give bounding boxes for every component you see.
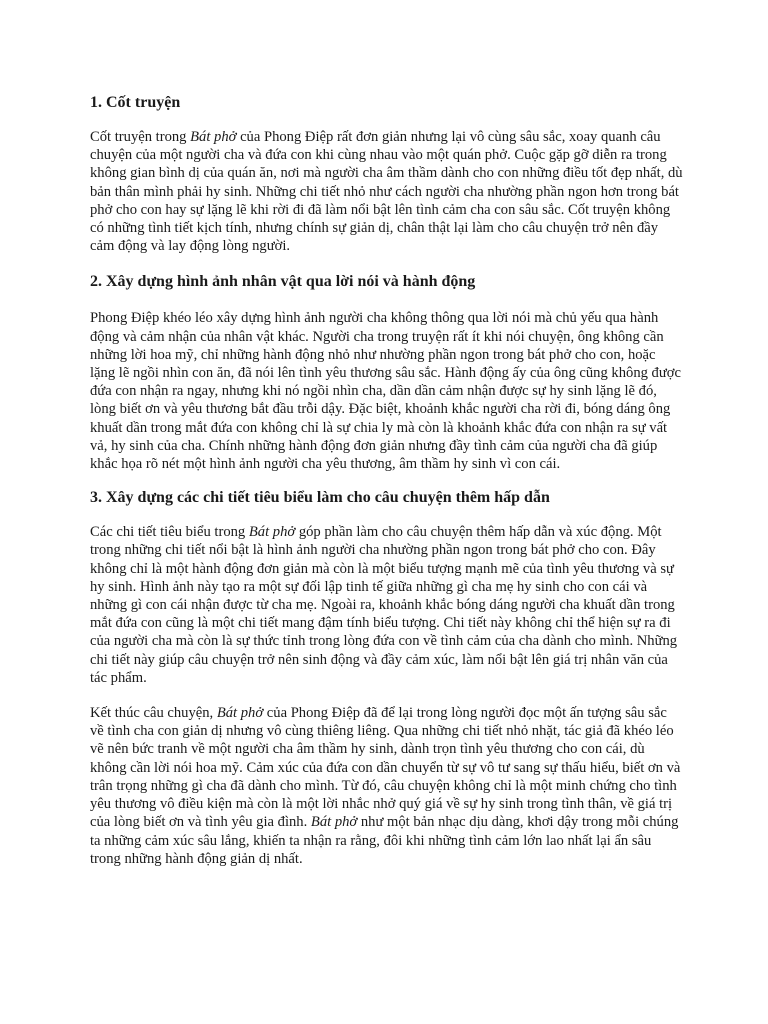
text-run: Kết thúc câu chuyện, (90, 705, 217, 722)
book-title: Bát phở (248, 524, 296, 541)
document-page (90, 92, 684, 868)
book-title: Bát phở (190, 129, 237, 145)
section-paragraph-plot (90, 128, 684, 255)
text-run: Cốt truyện trong (90, 129, 191, 145)
text-run: góp phần làm cho câu chuyện thêm hấp dẫn và xúc động. Một trong những chi tiết nổi bật là hình ảnh người cha nhường phần ngon trong bát phở cho con. Đây không chỉ là một hành động đơn giản mà còn là một biểu tượng mạnh mẽ của tình yêu thương và sự hy sinh. Hình ảnh này tạo ra một sự đối lập tinh tế giữa những gì cha mẹ hy sinh cho con cái và những gì con cái nhận được từ cha mẹ. Ngoài ra, khoảnh khắc bóng dáng người cha khuất dần trong mắt đứa con cũng là một chi tiết mang đậm tính biểu tượng. Chi tiết này không chỉ thể hiện sự ra đi của người cha mà còn là sự thức tỉnh trong lòng đứa con về tình cảm của cha dành cho mình. Những chi tiết này giúp câu chuyện trở nên sinh động và đầy cảm xúc, làm nổi bật lên giá trị nhân văn của tác phẩm. (90, 524, 678, 686)
text-run: như một bản nhạc dịu dàng, khơi dậy trong mỗi chúng ta những cảm xúc sâu lắng, khiến ta nhận ra rằng, đôi khi những tình cảm lớn lao nhất lại ẩn sâu trong những hành động giản dị nhất. (90, 814, 679, 867)
section-paragraph-characters: Phong Điệp khéo léo xây dựng hình ảnh người cha không thông qua lời nói mà chủ yếu qua hành động và cảm nhận của nhân vật khác. Người cha trong truyện rất ít khi nói chuyện, ông không cần những lời hoa mỹ, chỉ những hành động nhỏ như nhường phần ngon trong bát phở cho con, hoặc lặng lẽ ngồi nhìn con ăn, đã nói lên tình yêu thương sâu sắc. Hành động ấy của ông cũng không được đứa con nhận ra ngay, nhưng khi nó ngồi nhìn cha, dần dần cảm nhận được sự hy sinh lặng lẽ đó, lòng biết ơn và yêu thương bắt đầu trỗi dậy. Đặc biệt, khoảnh khắc người cha rời đi, bóng dáng ông khuất dần trong mắt đứa con không chỉ là sự chia ly mà còn là khoảnh khắc đứa con nhận ra sự vất vả, hy sinh của cha. Chính những hành động đơn giản nhưng đầy tình cảm của người cha đã giúp khắc họa rõ nét một hình ảnh người cha yêu thương, âm thầm hy sinh vì con cái. (90, 310, 681, 473)
conclusion-paragraph (90, 704, 684, 868)
text-run: của Phong Điệp rất đơn giản nhưng lại vô cùng sâu sắc, xoay quanh câu chuyện của một người cha và đứa con khi cùng nhau vào một quán phở. Cuộc gặp gỡ diễn ra trong không gian bình dị của quán ăn, nơi mà người cha âm thầm dành cho con những điều tốt đẹp nhất, dù bản thân mình phải hy sinh. Những chi tiết nhỏ như cách người cha nhường phần ngon hơn trong bát phở cho con hay sự lặng lẽ khi rời đi đã làm nổi bật lên tình cảm cha con sâu sắc. Cốt truyện không có những tình tiết kịch tính, nhưng chính sự giản dị, chân thật lại làm cho câu chuyện trở nên đầy cảm động và lay động lòng người. (90, 129, 683, 255)
section-heading-plot: 1. Cốt truyện (90, 94, 181, 111)
text-run: Các chi tiết tiêu biểu trong (90, 524, 249, 541)
text-run: của Phong Điệp đã để lại trong lòng người đọc một ấn tượng sâu sắc về tình cha con giản dị nhưng vô cùng thiêng liêng. Qua những chi tiết nhỏ nhặt, tác giả đã khéo léo vẽ nên bức tranh về một người cha âm thầm hy sinh, dành trọn tình yêu thương cho con cái, dù không cần lời nói hoa mỹ. Cảm xúc của đứa con dần chuyển từ sự vô tư sang sự thấu hiểu, biết ơn và trân trọng những gì cha đã dành cho mình. Từ đó, câu chuyện không chỉ là một minh chứng cho tình yêu thương vô điều kiện mà còn là một lời nhắc nhở quý giá về sự hy sinh trong tình thân, về giá trị của lòng biết ơn và tình yêu gia đình. (90, 705, 681, 831)
section-heading-characters: 2. Xây dựng hình ảnh nhân vật qua lời nói và hành động (90, 273, 476, 291)
book-title: Bát phở (216, 705, 264, 722)
section-heading-details: 3. Xây dựng các chi tiết tiêu biểu làm cho câu chuyện thêm hấp dẫn (90, 489, 550, 507)
section-paragraph-details (90, 523, 684, 687)
book-title: Bát phở (310, 814, 358, 831)
